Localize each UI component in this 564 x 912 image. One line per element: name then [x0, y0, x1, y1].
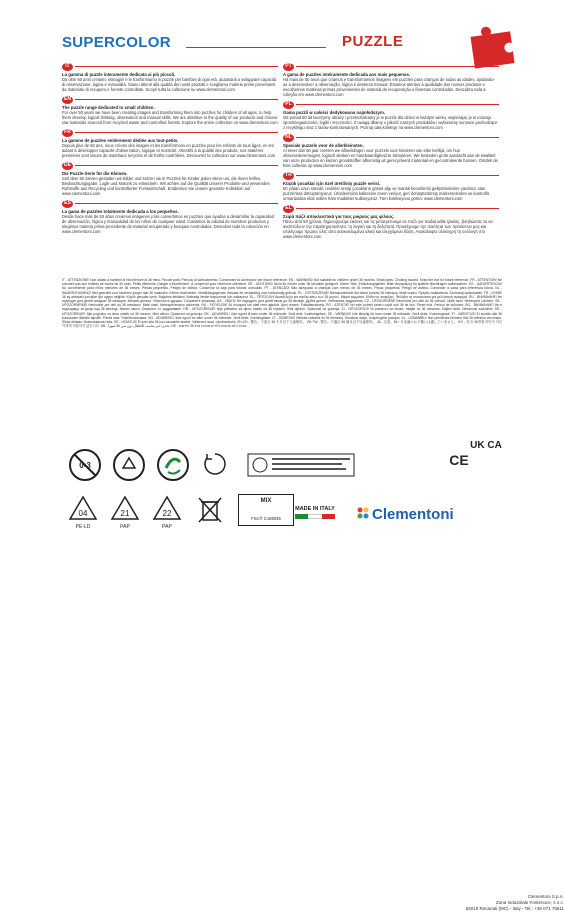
- lang-code-badge: EL: [283, 205, 294, 213]
- pe-ld-number: 04: [78, 509, 88, 518]
- lang-divider: [75, 132, 278, 133]
- lang-block-nl: [283, 133, 499, 168]
- pap22-label: PAP: [162, 524, 172, 530]
- supercolor-logo: SUPERCOLOR: [62, 34, 171, 51]
- pe-ld-recycle-icon: [68, 494, 98, 524]
- lang-block-el: [283, 204, 499, 239]
- lang-title: Speciale puzzels voor de allerkleinsten.: [283, 143, 364, 148]
- fsc-code: FSC® C168036: [251, 516, 281, 521]
- lang-title: La gamma di puzzle interamente dedicata ai più piccoli.: [62, 72, 176, 77]
- lang-block-pl: [283, 100, 499, 130]
- lang-block-de: [62, 161, 278, 196]
- puzzle-title: PUZZLE: [342, 33, 404, 50]
- puzzle-piece-icon: [468, 26, 516, 66]
- lang-block-fr: [62, 128, 278, 158]
- left-column: [62, 62, 278, 237]
- lang-title: Gama puzzli w całości dedykowana najmłodszym.: [283, 110, 385, 115]
- green-dot-icon: [156, 448, 190, 482]
- lang-divider: [296, 137, 499, 138]
- lang-title: Küçük çocuklar için özel üretilmiş puzzle serisi.: [283, 181, 381, 186]
- italy-flag-icon: [295, 514, 335, 519]
- lang-title: La gama de puzzles totalmente dedicada a los pequeños.: [62, 209, 179, 214]
- lang-title: La gamme de puzzles entièrement dédiée aux tout-petits.: [62, 138, 179, 143]
- pap21-label: PAP: [120, 524, 130, 530]
- lang-code-badge: TR: [283, 172, 294, 180]
- lang-body: Desde hace más de 50 años creamos imágenes y las convertimos en puzzles que ayudan a desarrollar la capacidad de observación, lógica y manualidad de los niños de cualquier edad. Cuidamos la calidad de nuestros productos y elegimos materia prima procedente de material recuperado y bosques controlados. Descubre toda la colección en www.clementoni.com: [62, 214, 274, 234]
- made-in-italy-label: MADE IN ITALY: [295, 506, 335, 512]
- company-name: Clementoni S.p.A.: [527, 894, 564, 899]
- lang-code-badge: IT: [62, 63, 73, 71]
- lang-body: For over 50 years we have been creating images and transforming them into puzzles for children of all ages, to help them develop logical thinking, observation and manual skills. We are attentive to the quality of our products and choose raw materials sourced from recycled waste and controlled forests. Explore the entire collection on www.clementoni.com: [62, 110, 278, 125]
- company-address: [422, 894, 564, 912]
- lang-block-es: [62, 199, 278, 234]
- lang-divider: [296, 104, 499, 105]
- lang-body: Depuis plus de 50 ans, nous créons des images et les transformons en puzzles pour les enfants de tous âges, en les aidant à développer capacité d'observation, logique et motricité. Attentifs à la qualité des produits, nos matières premières sont issues de matériaux recyclés et de forêts contrôlées. Découvrez la collection sur www.clementoni.com: [62, 143, 276, 158]
- ukca-mark: UK CA: [470, 440, 502, 451]
- lang-divider: [75, 66, 278, 67]
- lang-code-badge: NL: [283, 134, 294, 142]
- lang-divider: [296, 175, 499, 176]
- pap22-number: 22: [162, 509, 172, 518]
- lang-code-badge: FR: [62, 129, 73, 137]
- lang-code-badge: EN: [62, 96, 73, 104]
- lang-code-badge: ES: [62, 200, 73, 208]
- recycle-circle-icon: [112, 448, 146, 482]
- lang-divider: [75, 99, 278, 100]
- safety-warning-text: IT - ATTENZIONE! Non adatto a bambini di età inferiore ai 36 mesi. Piccole parti. Pericolo di soffocamento. Conservare la confezione per future referenze. EN - WARNING! Not suitable for children under 36 months. Small parts. Choking hazard. Keep the box for future reference. FR - ATTENTION! Ne convient pas aux enfants de moins de 36 mois. Petits éléments. Danger d'étouffement. À conserver pour référence ultérieure. DE - ACHTUNG! Nicht für Kinder unter 36 Monaten geeignet. Kleine Teile. Erstickungsgefahr. Bitte Verpackung für spätere Nachfragen aufbewahren. ES - ¡ADVERTENCIA! No conveniente para niños menores de 36 meses. Piezas pequeñas. Peligro de asfixia. Conservar la caja para futuras consultas. PT - ATENÇÃO! Não adequado a crianças com menos de 36 meses. Peças pequenas. Perigo de asfixia. Conservar a caixa para referência futura. NL - WAARSCHUWING! Niet geschikt voor kinderen jonger dan 36 maanden. Kleine onderdelen. Verstikkingsgevaar. Bewaar de verpakking voor toekomstig gebruik. PL - OSTRZEŻENIE! Nieodpowiednie dla dzieci poniżej 36 miesięcy. Małe części. Ryzyko zadławienia. Zachowaj opakowanie. TR - UYARI! 36 ay altındaki çocuklar için uygun değildir. Küçük parçalar içerir. Boğulma tehlikesi. Ambalajı ileride başvurmak için saklayınız. EL - ΠΡΟΣΟΧΗ! Ακατάλληλο για παιδιά κάτω των 36 μηνών. Μικρά κομμάτια. Κίνδυνος ασφυξίας. Φυλάξτε τη συσκευασία για μελλοντική αναφορά. RU - ВНИМАНИЕ! Не подходит для детей младше 36 месяцев. Мелкие детали. Опасность удушья. Сохраните упаковку. UA - УВАГА! Не підходить для дітей віком до 36 місяців. Дрібні деталі. Небезпека задушення. CZ - UPOZORNĚNÍ! Nevhodné pro děti do 36 měsíců. Malé části. Nebezpečí udušení. SK - UPOZORNENIE! Nevhodné pre deti do 36 mesiacov. Malé časti. Nebezpečenstvo udusenia. HU - FIGYELEM! 36 hónapos kor alatt nem ajánlott. Apró részek. Fulladásveszély. RO - ATENȚIE! Nu este potrivit pentru copiii sub 36 de luni. Piese mici. Pericol de sufocare. BG - ВНИМАНИЕ! Не е подходящо за деца под 36 месеца. Малки части. Опасност от задушаване. HR - UPOZORENJE! Nije prikladno za djecu mlađu od 36 mjeseci. Sitni dijelovi. Opasnost od gušenja. SI - OPOZORILO! Ni primerno za otroke, mlajše od 36 mesecev. Majhni delci. Nevarnost zadušitve. SR - UPOZORENJE! Nije pogodno za decu mlađu od 36 meseci. Sitni delovi. Opasnost od gušenja. DK - ADVARSEL! Ikke egnet til børn under 36 måneder. Små dele. Kvælningsfare. SE - VARNING! Inte lämplig för barn under 36 månader. Små delar. Kvävningsrisk. FI - VAROITUS! Ei sovellu alle 36 kuukauden ikäisille lapsille. Pieniä osia. Tukehtumisvaara. NO - ADVARSEL! Ikke egnet for barn under 36 måneder. Små deler. Kvelningsfare. LT - DĖMESIO! Netinka vaikams iki 36 mėnesių. Smulkios dalys. Užspringimo pavojus. LV - UZMANĪBU! Nav piemērots bērniem līdz 36 mēnešu vecumam. Sīkas detaļas. Nosmakšanas risks. EE - HOIATUS! Ei sobi alla 36 kuu vanustele lastele. Väikesed osad. Lämbumisoht. ZH-CN - 警告。不适合 36 个月以下儿童使用。 ZH-TW - 警告。不適合 36 個月以下兒童使用。 JA - 注意。36ヶ月未満のお子様には適していません。 KO - 경고! 36개월 미만의 어린이에게 적합하지 않습니다. AR - تحذير! غير مناسب للأطفال دون سن 36 شهراً. HE - אזהרה! לא מתאים לילדים מתחת לגיל 36 חודשים.: [62, 278, 502, 329]
- lang-code-badge: PT: [283, 63, 294, 71]
- lang-divider: [296, 208, 499, 209]
- lang-block-it: [62, 62, 278, 92]
- lang-code-badge: DE: [62, 162, 73, 170]
- lang-code-badge: PL: [283, 101, 294, 109]
- header: [62, 32, 502, 56]
- pap21-recycle-icon: [110, 494, 140, 524]
- crossed-bin-icon: [196, 494, 224, 526]
- lang-block-tr: [283, 171, 499, 201]
- age-range-label: 0-3: [79, 461, 91, 470]
- lang-divider: [296, 66, 499, 67]
- cart-return-icon: [200, 452, 230, 478]
- lang-body: Há mais de 50 anos que criamos e transformamos imagens em puzzles para crianças de todas as idades, ajudando-as a desenvolver a observação, lógica e destreza manual. Estamos atentos à qualidade dos nossos produtos e escolhemos matérias-primas provenientes de material de recuperação e florestas controladas. Descubra toda a coleção em www.clementoni.com: [283, 77, 495, 97]
- header-divider: [186, 47, 326, 48]
- made-in-italy: [286, 500, 344, 520]
- fsc-mix-label: MIX: [260, 498, 272, 504]
- lang-block-en: [62, 95, 278, 125]
- lang-body: Od ponad 50 lat tworzymy obrazy i przekształcamy je w puzzle dla dzieci w każdym wieku, wspierając je w rozwoju spostrzegawczości, logiki i zręczności. Z uwagą dbamy o jakość naszych produktów i wybieramy surowce pochodzące z recyklingu oraz z lasów kontrolowanych. Poznaj całą kolekcję na www.clementoni.com: [283, 115, 498, 130]
- lang-body: 50 yıldan uzun süredir, resimler üretip çocukların görsel algı ve mantık becerilerini geliştirmelerine yardımcı olan puzzle'lara dönüştürüyoruz. Ürünlerimizin kalitesine önem veriyor, geri dönüştürülmüş malzemelerden ve kontrollü ormanlardan elde edilen ham maddeler kullanıyoruz. Tüm koleksiyonu görün: www.clementoni.com: [283, 186, 490, 201]
- lang-body: Al meer dan 50 jaar creëren we afbeeldingen voor puzzels voor kinderen van elke leeftijd, om hun observatievermogen, logisch denken en handvaardigheid te stimuleren. We besteden grote aandacht aan de kwaliteit van onze producten en kiezen grondstoffen afkomstig uit gerecycleerd materiaal en gecontroleerde bossen. Ontdek de hele collectie op www.clementoni.com: [283, 148, 498, 168]
- age-warning-icon: [68, 448, 102, 482]
- right-column: [283, 62, 499, 242]
- company-address-line2: 62019 Recanati (MC) - Italy - Tel.: +39 071 75811: [465, 906, 564, 911]
- lang-body: Da oltre 50 anni creiamo immagini e le trasformiamo in puzzle per bambini di ogni età, aiutandoli a sviluppare capacità di osservazione, logica e manualità. Siamo attenti alla qualità dei nostri prodotti e scegliamo materie prime provenienti da materiale di recupero e foreste controllate. Scopri tutta la collezione su www.clementoni.com: [62, 77, 277, 92]
- lang-divider: [75, 165, 278, 166]
- lang-title: A gama de puzzles inteiramente dedicada aos mais pequenos.: [283, 72, 411, 77]
- ce-mark: CE: [449, 452, 469, 468]
- lang-body: Seit über 50 Jahren gestalten wir Bilder und setzen sie in Puzzles für Kinder jeden Alters um, die ihnen helfen, Beobachtungsgabe, Logik und Motorik zu entwickeln. Wir achten auf die Qualität unserer Produkte und verwenden Rohstoffe aus Recycling und kontrollierter Forstwirtschaft. Entdecken Sie unsere gesamte Kollektion auf www.clementoni.com: [62, 176, 270, 196]
- pap21-number: 21: [120, 509, 130, 518]
- clementoni-dots-icon: [356, 506, 370, 520]
- company-address-line1: Zona Industriale Fontenoce, s.n.c.: [495, 900, 564, 905]
- lang-divider: [75, 203, 278, 204]
- clementoni-logo: Clementoni: [372, 506, 454, 523]
- triman-logo-icon: [246, 452, 356, 478]
- lang-title: Die Puzzle-Serie für die Kleinen.: [62, 171, 128, 176]
- pe-ld-label: PE-LD: [75, 524, 91, 530]
- lang-block-pt: [283, 62, 499, 97]
- lang-title: The puzzle range dedicated to small children.: [62, 105, 155, 110]
- lang-title: Σειρά παζλ αποκλειστικά για τους μικρούς μας φίλους.: [283, 214, 395, 219]
- lang-body: Πάνω από 50 χρόνια, δημιουργούμε εικόνες και τις μετατρέπουμε σε παζλ για παιδιά κάθε ηλικίας, βοηθώντας τα να αναπτύξουν την παρατηρητικότητα, τη λογική και τη δεξιότητα. Προσέχουμε την ποιότητα των προϊόντων μας και επιλέγουμε πρώτες ύλες από ανακυκλωμένα υλικά και ελεγχόμενα δάση. Ανακαλύψτε ολόκληρη τη συλλογή στο www.clementoni.com: [283, 219, 493, 239]
- pap22-recycle-icon: [152, 494, 182, 524]
